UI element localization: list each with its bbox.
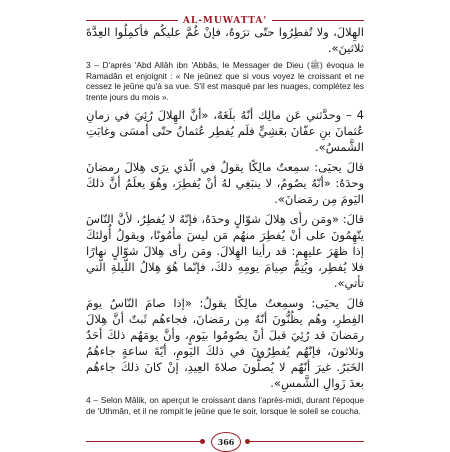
footer-rule-right: [249, 441, 364, 442]
arabic-paragraph-4: 4 – وحدَّثني عَن مالِك أنّهُ بلَغَهُ، «أنَّ الهِلالَ رُئِيَ في زمانِ عُثمانَ بنِ عفّانَ بعَشِيٍّ فلَم يُفطِر عُثمانُ حتّى أمسَى وغابَتِ الشَّمسُ».: [86, 108, 364, 155]
running-title: AL-MUWATTA': [182, 16, 268, 26]
french-paragraph-3: 3 – D'après 'Abd Allâh ibn 'Abbâs, le Messager de Dieu (ﷺ) évoqua le Ramadân et enjoignit : « Ne jeûnez que si vous voyez le croissant et ne cessez le jeûne qu'à sa vue. S'il est masqué par les nuages, complétez les trente jours du mois ».: [86, 60, 365, 102]
french-paragraph-4: 4 – Selon Mâlik, on aperçut le croissant dans l'après-midi, durant l'époque de 'Uthmân, et il ne rompit le jeûne que le soir, lorsque le soleil se coucha.: [86, 395, 364, 416]
page-footer: [0, 432, 450, 450]
arabic-paragraph-1: الهِلالَ، ولا تُفطِرُوا حتّى ترَوهُ، فإنْ غُمَّ عليكُم فأكمِلُوا العِدَّةَ ثلاثينَ».: [86, 25, 364, 55]
page-body: [86, 24, 364, 422]
arabic-paragraph-5: قالَ يحيَى: سمِعتُ مالِكًا يقولُ في الّذي يرَى هِلالَ رمضانَ وحدَهُ: «أنّهُ يصُومُ، لا ينبَغِي لهُ أنْ يُفطِرَ، وهُوَ يعلَمُ أنَّ ذلكَ اليَومَ مِن رمَضانَ».: [86, 160, 364, 207]
footer-rule-left: [86, 441, 201, 442]
page-number: 366: [217, 437, 235, 447]
arabic-paragraph-6: قالَ: «ومَن رأى هِلالَ شوّالٍ وحدَهُ، فإنّهُ لا يُفطِرُ، لأنَّ النّاسَ يتّهِمُونَ على أنْ يُفطِرَ منهُم مَن ليسَ مأمُونًا، ويقولُ أُولئكَ إذا ظهَرَ عليهِم: قد رأينا الهِلالَ. ومَن رأى هِلالَ شوّالٍ نهارًا فلا يُفطِر، ويُتِمُّ صِيامَ يومِهِ ذلكَ، فإنّما هُوَ هِلالُ اللّيلةِ الّتي تأتي».: [86, 212, 364, 291]
arabic-paragraph-7: قالَ يحيَى: وسمِعتُ مالِكًا يقولُ: «إذا صامَ النّاسُ يومَ الفِطرِ، وهُم يظُنُّونَ أنّهُ مِن رمَضانَ، فجاءهُم ثَبتٌ أنَّ هِلالَ رمَضانَ قد رُئِيَ قبلَ أنْ يصُومُوا بيَومٍ، وأنَّ يومَهُم ذلكَ أحَدٌ وثلاثونَ، فإنّهُم يُفطِرُونَ في ذلكَ اليَومِ، أيّةَ ساعةٍ جاءهُمُ الخَبَرُ. غيرَ أنّهُم لا يُصلُّونَ صلاةَ العِيدِ، إنْ كانَ ذلكَ جاءهُم بعدَ زَوالِ الشَّمسِ».: [86, 296, 364, 391]
ornament-dot-icon: [200, 439, 205, 444]
page-number-medallion: [211, 432, 241, 452]
